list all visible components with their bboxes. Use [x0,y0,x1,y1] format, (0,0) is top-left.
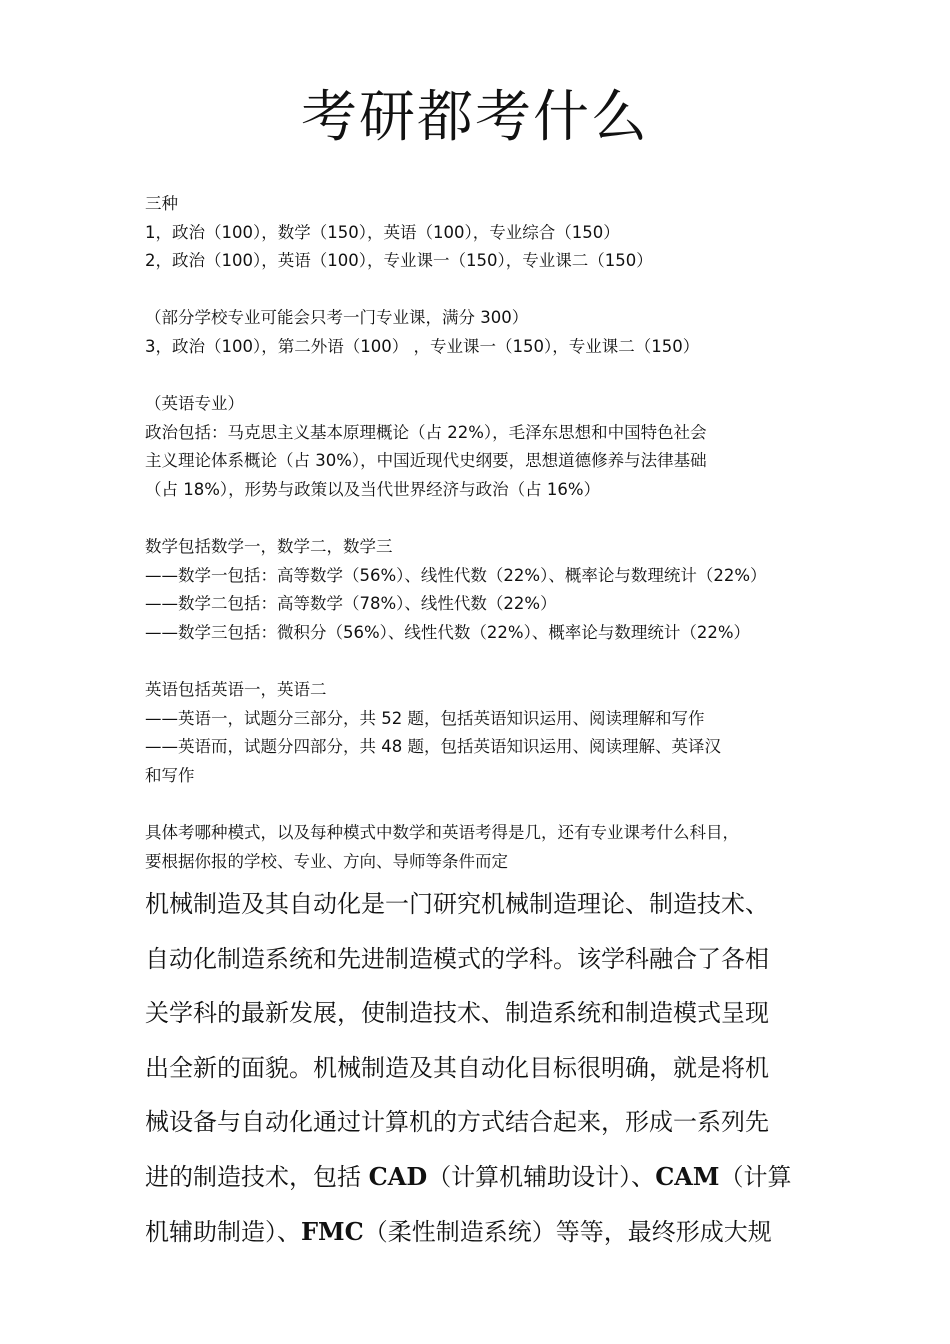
text-line: ——数学一包括：高等数学（56%）、线性代数（22%）、概率论与数理统计（22%） [145,565,767,585]
paragraph-line: 关学科的最新发展，使制造技术、制造系统和制造模式呈现 [145,999,769,1028]
text-line: 1，政治（100），数学（150），英语（100），专业综合（150） [145,222,620,242]
blank-line [145,648,817,677]
paragraph-line: 机械制造及其自动化是一门研究机械制造理论、制造技术、 [145,890,769,918]
text-line: （占 18%），形势与政策以及当代世界经济与政治（占 16%） [145,479,601,499]
text-line: （部分学校专业可能会只考一门专业课，满分 300） [145,308,529,328]
blank-line [145,276,817,305]
text-line: 2，政治（100），英语（100），专业课一（150），专业课二（150） [145,251,653,271]
acronym: CAD [368,1161,428,1191]
text-line: 政治包括：马克思主义基本原理概论（占 22%），毛泽东思想和中国特色社会 [145,422,707,442]
paragraph-line: 自动化制造系统和先进制造模式的学科。该学科融合了各相 [145,944,769,973]
paragraph-line: 机辅助制造）、FMC（柔性制造系统）等等，最终形成大规 [145,1216,772,1246]
text-line: 英语包括英语一，英语二 [145,680,327,700]
mechanical-engineering-paragraph [145,877,817,1259]
text-line: ——英语而，试题分四部分，共 48 题，包括英语知识运用、阅读理解、英译汉 [145,737,721,757]
blank-line [145,362,817,391]
text-line: 主义理论体系概论（占 30%），中国近现代史纲要，思想道德修养与法律基础 [145,451,707,471]
text-line: 具体考哪种模式，以及每种模式中数学和英语考得是几，还有专业课考什么科目， [145,823,739,843]
exam-info-section [145,190,817,876]
text-line: 三种 [145,194,178,213]
text-line: ——英语一，试题分三部分，共 52 题，包括英语知识运用、阅读理解和写作 [145,708,705,728]
acronym: FMC [301,1216,364,1246]
text-line: 和写作 [145,765,195,785]
text-line: ——数学三包括：微积分（56%）、线性代数（22%）、概率论与数理统计（22%） [145,622,751,642]
text-line: 要根据你报的学校、专业、方向、导师等条件而定 [145,851,508,871]
text-line: ——数学二包括：高等数学（78%）、线性代数（22%） [145,594,557,614]
text-line: 数学包括数学一，数学二，数学三 [145,537,393,557]
acronym: CAM [655,1161,720,1191]
page-title: 考研都考什么 [301,85,649,150]
text-line: （英语专业） [145,394,244,414]
paragraph-line: 械设备与自动化通过计算机的方式结合起来，形成一系列先 [145,1108,769,1137]
blank-line [145,790,817,819]
paragraph-line: 出全新的面貌。机械制造及其自动化目标很明确，就是将机 [145,1053,769,1082]
text-line: 3，政治（100），第二外语（100） ，专业课一（150），专业课二（150） [145,336,700,356]
blank-line [145,505,817,534]
paragraph-line: 进的制造技术，包括 CAD（计算机辅助设计）、CAM（计算 [145,1161,792,1191]
